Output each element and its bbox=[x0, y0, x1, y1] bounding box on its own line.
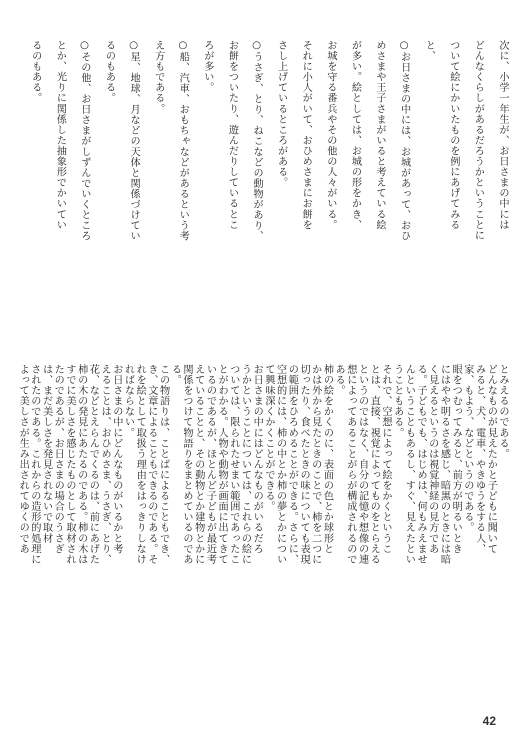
text-column: て興味深くかくことができる。 bbox=[262, 364, 274, 512]
text-column: うこともある。 bbox=[391, 364, 403, 438]
text-column: は、まだ美しさを発見されないで取材 bbox=[40, 364, 52, 544]
text-column: とは、直接、視覚によってものをとらえる bbox=[368, 364, 380, 565]
text-column: みると、犬、電車、やきゆうをする人、 bbox=[473, 364, 485, 554]
text-column: と、 bbox=[423, 40, 435, 62]
text-column: よって美しさが生み出されてゆくのであ bbox=[17, 364, 29, 554]
text-column: 空想的には、柿の中とか柿の夢とかについ bbox=[274, 364, 286, 565]
text-column: 関係をつけて物語りをまとめているのであ bbox=[181, 364, 193, 565]
text-column: ○うさぎ、とり、ねこなどの動物があり、 bbox=[251, 40, 263, 242]
text-column: んということもあるし、すぐ、見えたとい bbox=[403, 364, 415, 565]
text-column: 眼をつむってみると、前方が明るいとき bbox=[450, 364, 462, 554]
text-column: 次に、小学一年生が、お日さまの中には bbox=[497, 40, 508, 230]
text-column: る。 bbox=[169, 364, 181, 386]
text-column: 柿の絵をかくのに、表面の色とか球形と bbox=[321, 364, 333, 554]
text-column: どんなくらしがあるだろうかということに bbox=[472, 40, 484, 241]
text-column: とがわかる。人物や動物が画面に出てきて bbox=[216, 364, 228, 565]
text-column: というのではなく、自分の記憶や想像の連 bbox=[356, 364, 368, 565]
text-column: るのもある。 bbox=[103, 40, 115, 104]
text-column: とか、光りに関係した抽象形でかいてい bbox=[54, 40, 66, 230]
text-column: 想によってあることがらが構成されるので bbox=[344, 364, 356, 565]
text-column: ついては、限られたせまい範囲であったこ bbox=[227, 364, 239, 565]
text-column: れを絵として取扱う理由をはっきりしなけ bbox=[134, 364, 146, 565]
text-column: それに小人がいて、おひめさまにお餅を bbox=[300, 40, 312, 230]
text-column: き、文章によることもできるのである。そ bbox=[145, 364, 157, 565]
text-column: お餅をついたり、遊んだりしているとこ bbox=[226, 40, 238, 230]
text-column: ○船、汽車、おもちゃなどがあるという考 bbox=[177, 40, 189, 242]
text-column: されたのである。これからの造形的処理に bbox=[28, 364, 40, 565]
text-column: どんなものが見えたかと子どもに聞いて bbox=[485, 364, 497, 554]
text-column: が多い。絵としては、お城の形をかき、 bbox=[349, 40, 361, 230]
text-column: たのであるが、お日さまの場合のうさぎ bbox=[52, 364, 64, 554]
text-column: お日さまの中にどんなものがいるかと考 bbox=[110, 364, 122, 554]
text-column: 切ったり、食べたときの味についても表現 bbox=[298, 364, 310, 565]
text-column: めさまや王子さまがいると考えている絵 bbox=[374, 40, 386, 230]
text-column: ある。 bbox=[333, 364, 345, 396]
text-column: 花、などとえらんでくるのは、前にあげた bbox=[87, 364, 99, 565]
text-column: 家、もよう、などというのである。 bbox=[461, 364, 473, 533]
text-column: いるのであるが、ほとんど子どもが最近考 bbox=[204, 364, 216, 565]
text-column: にはやや明るさを感じ、暗黒のときには暗 bbox=[438, 364, 450, 565]
text-column: すでに美しさを感じたものとして取材され bbox=[63, 364, 75, 565]
page-number: 42 bbox=[482, 714, 496, 728]
text-column: うかということについては、これらの絵に bbox=[239, 364, 251, 565]
text-column: ○星、地球、月などの天体と関係づけてい bbox=[128, 40, 140, 242]
text-column: え方もである。 bbox=[152, 40, 164, 114]
text-column: ○その他、お日さまがしずんでいくところ bbox=[78, 40, 90, 242]
text-column: 柿の木の発見にあたるのである。柿の木は bbox=[75, 364, 87, 565]
text-column: えることは、おひめさま、うさぎ、とり、 bbox=[99, 364, 111, 565]
text-column: ればならない。 bbox=[122, 364, 134, 438]
upper-text-block bbox=[18, 40, 510, 332]
text-column: この物語りは、ことばによることもでき、 bbox=[157, 364, 169, 565]
text-column: の範囲をひろめることができる。さらに、 bbox=[286, 364, 298, 565]
text-column: かは外から見たときのことで、柿を二つに bbox=[309, 364, 321, 565]
text-column: えていることと、その動物とか建物とかに bbox=[192, 364, 204, 565]
text-column: るのもある。 bbox=[29, 40, 41, 104]
text-column: とみえるのである。 bbox=[497, 364, 508, 459]
lower-text-block bbox=[18, 364, 510, 654]
text-column: お日さまの中にはどんなものがいるだろ bbox=[251, 364, 263, 554]
text-column: それで、空想によって絵をかくというこ bbox=[379, 364, 391, 554]
text-column: ろが多い。 bbox=[201, 40, 213, 93]
text-column: く見えるというのは視覚神経の見方であ bbox=[426, 364, 438, 554]
text-column: ついて絵にかいたものを例にあげてみる bbox=[447, 40, 459, 230]
text-column: ○お日さまの中には、お城があって、おひ bbox=[398, 40, 410, 242]
text-column: る。子どもでも、はじめは、何もみえませ bbox=[415, 364, 427, 565]
text-column: お城を守る番兵やその他の人々がいる。 bbox=[324, 40, 336, 230]
text-column: さし上げているところがある。 bbox=[275, 40, 287, 188]
